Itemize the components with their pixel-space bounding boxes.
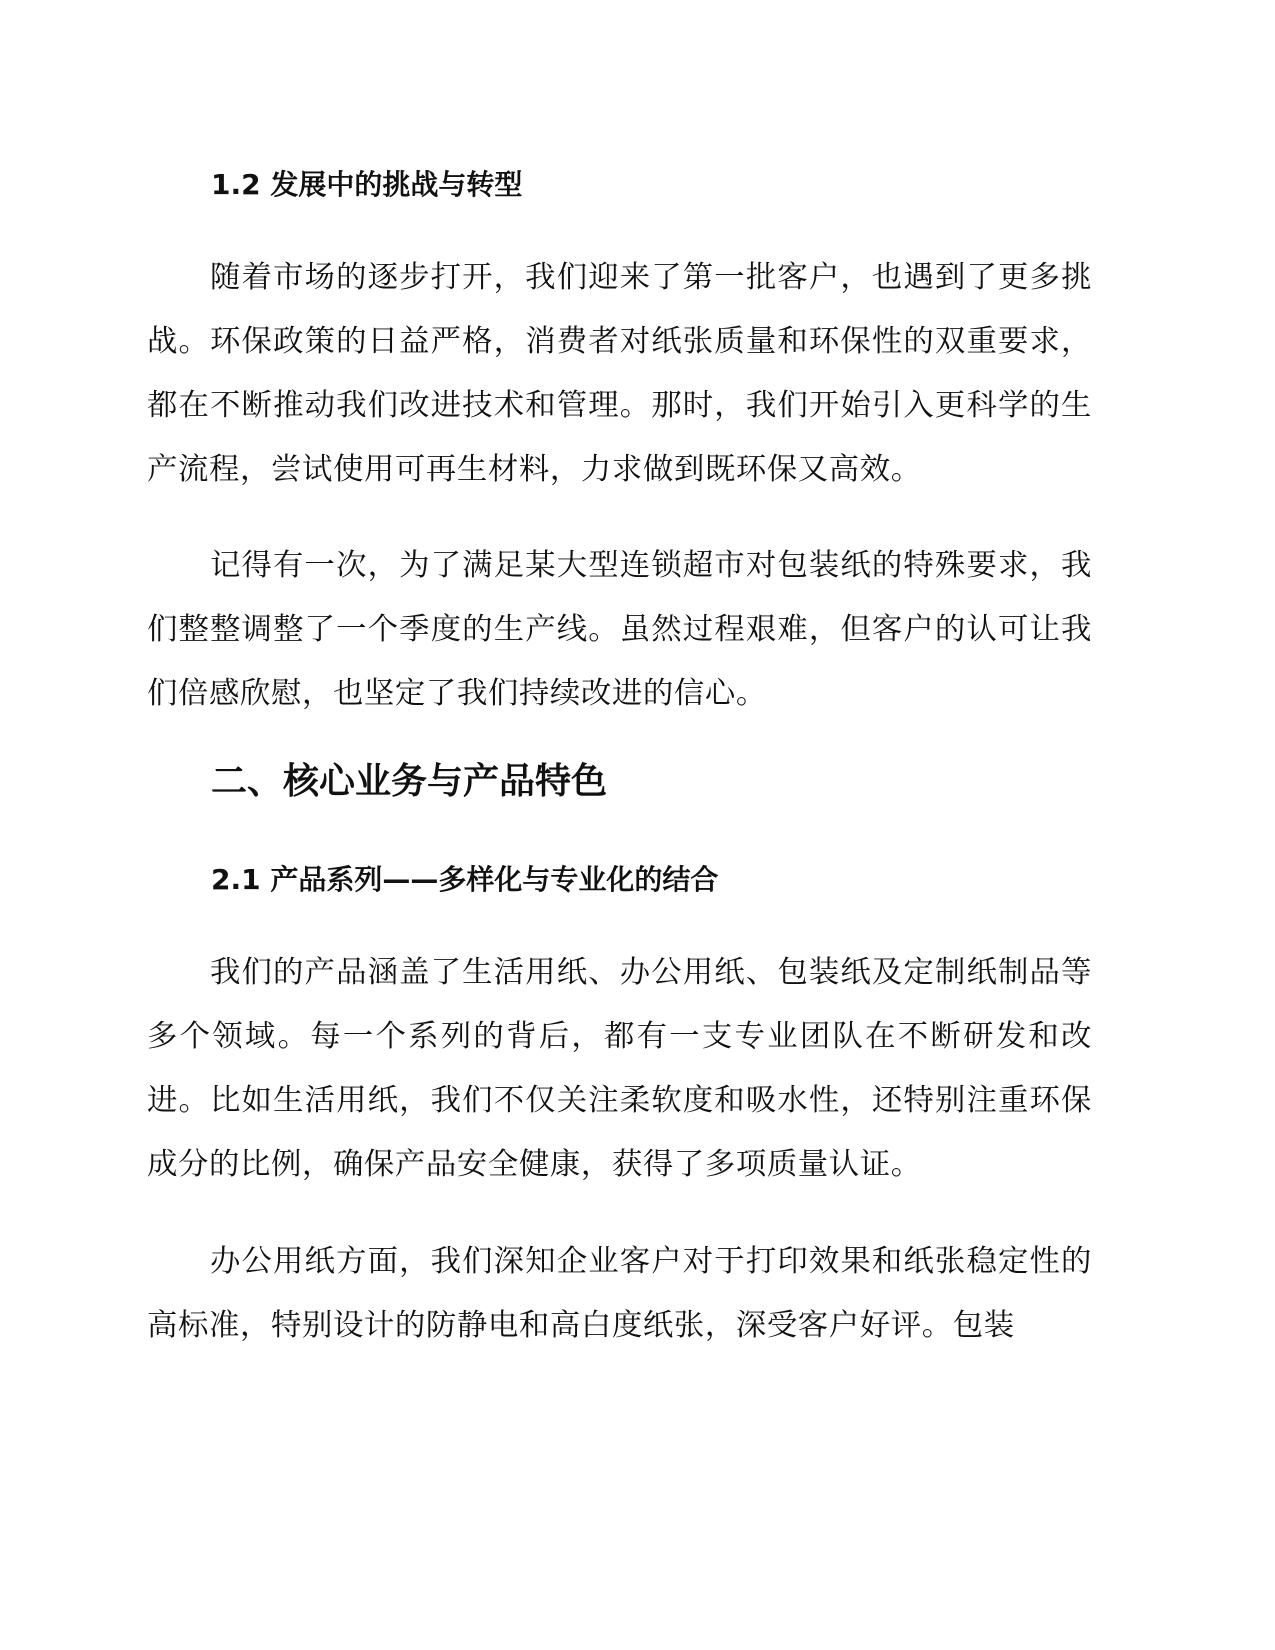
paragraph: 我们的产品涵盖了生活用纸、办公用纸、包装纸及定制纸制品等多个领域。每一个系列的背后，都有一支专业团队在不断研发和改进。比如生活用纸，我们不仅关注柔软度和吸水性，还特别注重环保成分的比例，确保产品安全健康，获得了多项质量认证。	[147, 955, 1092, 1182]
section-heading-2-1: 2.1 产品系列——多样化与专业化的结合	[211, 863, 719, 896]
paragraph: 办公用纸方面，我们深知企业客户对于打印效果和纸张稳定性的高标准，特别设计的防静电和高白度纸张，深受客户好评。包装	[147, 1244, 1092, 1343]
chapter-heading-2: 二、核心业务与产品特色	[211, 761, 608, 802]
section-heading-1-2: 1.2 发展中的挑战与转型	[211, 168, 523, 201]
paragraph: 记得有一次，为了满足某大型连锁超市对包装纸的特殊要求，我们整整调整了一个季度的生产线。虽然过程艰难，但客户的认可让我们倍感欣慰，也坚定了我们持续改进的信心。	[147, 548, 1092, 711]
paragraph: 随着市场的逐步打开，我们迎来了第一批客户，也遇到了更多挑战。环保政策的日益严格，消费者对纸张质量和环保性的双重要求，都在不断推动我们改进技术和管理。那时，我们开始引入更科学的生产流程，尝试使用可再生材料，力求做到既环保又高效。	[147, 260, 1092, 487]
